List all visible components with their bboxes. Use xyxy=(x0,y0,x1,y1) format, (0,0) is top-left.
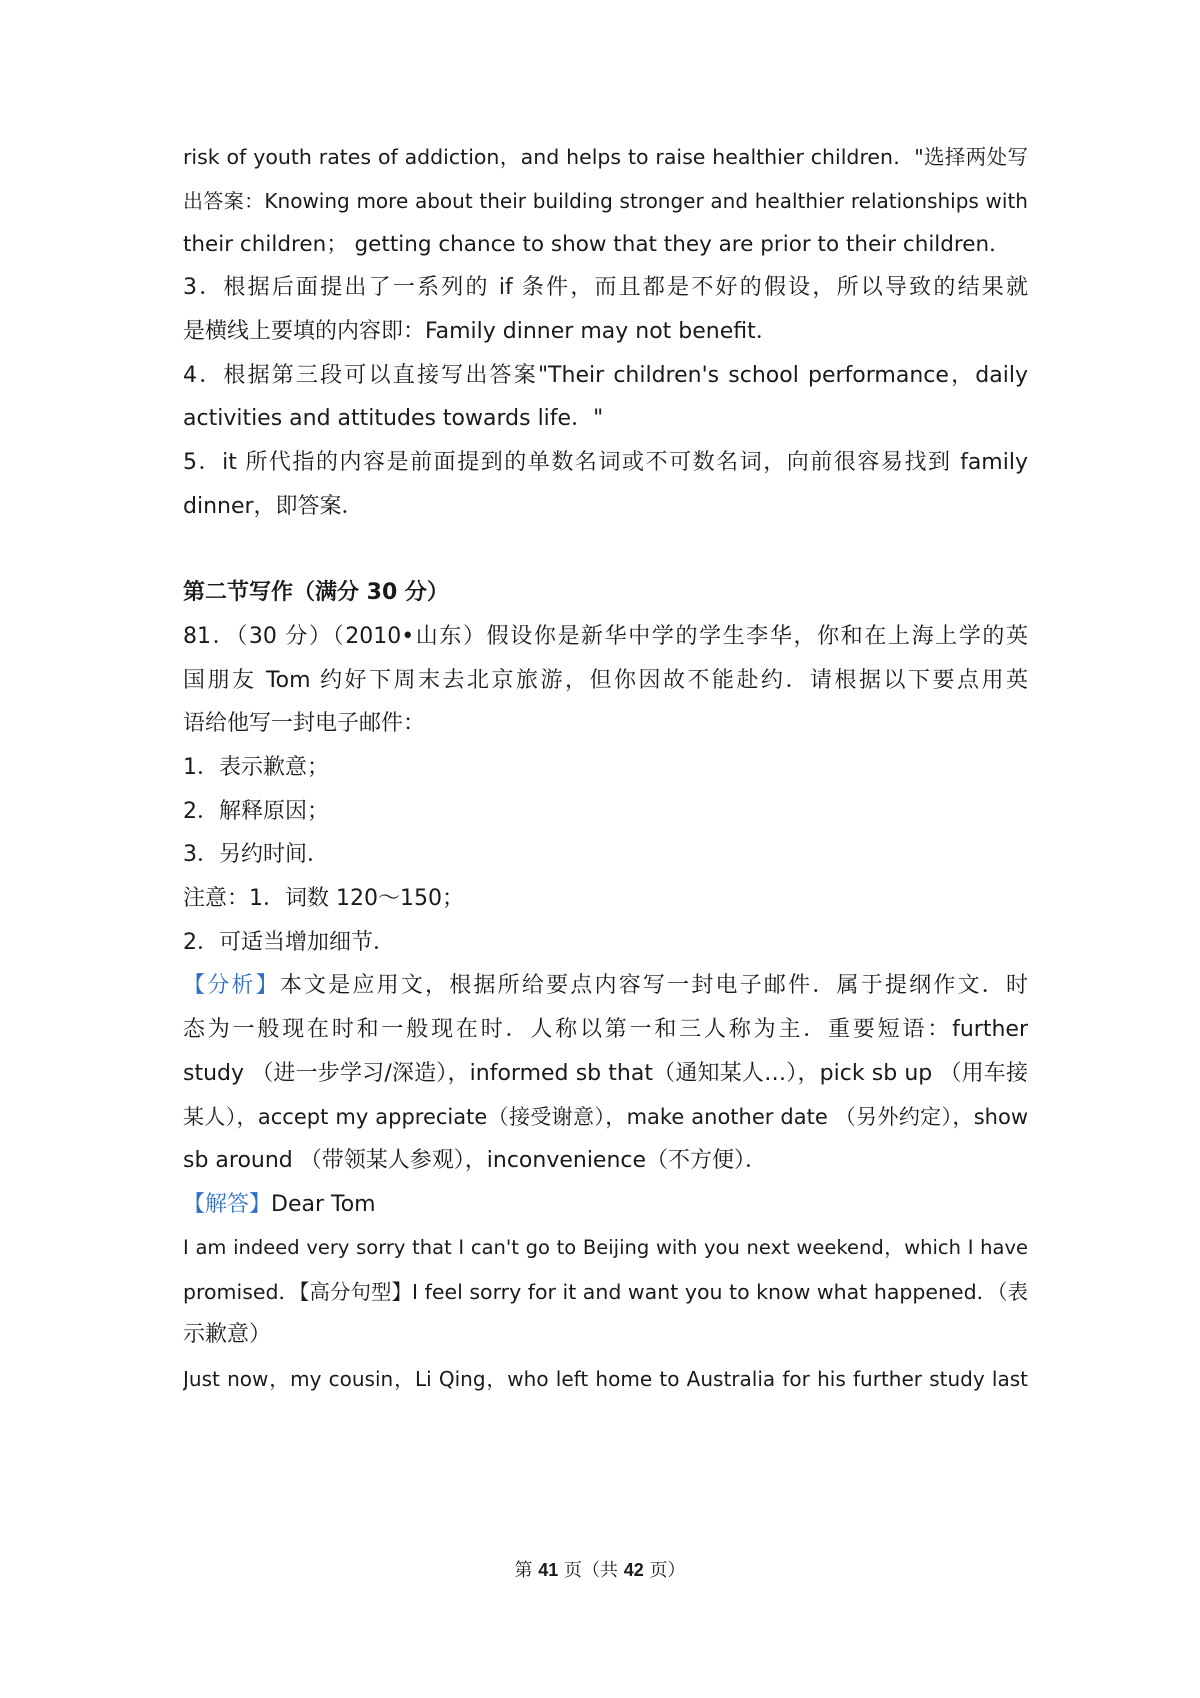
question-line: 2．解释原因； xyxy=(183,799,329,824)
answer-tag: 【解答】 xyxy=(183,1192,272,1217)
analysis-line: study （进一步学习/深造），informed sb that（通知某人…），pick sb up （用车接 xyxy=(183,1061,1028,1086)
question-line: 国朋友 Tom 约好下周末去北京旅游，但你因故不能赴约．请根据以下要点用英 xyxy=(183,668,1028,693)
question-line: 语给他写一封电子邮件： xyxy=(183,711,426,736)
question-line: 注意：1．词数 120～150； xyxy=(183,886,464,911)
answer-line: promised．【高分句型】I feel sorry for it and want you to know what happened．（表 xyxy=(183,1280,1028,1304)
footer-suffix: 页） xyxy=(643,1560,686,1581)
page-total: 42 xyxy=(623,1560,644,1580)
text-line: their children； getting chance to show that they are prior to their children． xyxy=(183,232,1011,257)
page-number: 41 xyxy=(538,1560,559,1580)
analysis-line: sb around （带领某人参观），inconvenience（不方便）． xyxy=(183,1148,768,1173)
page-footer xyxy=(0,1558,1200,1583)
footer-middle: 页（共 xyxy=(558,1560,624,1581)
text-line: 5．it 所代指的内容是前面提到的单数名词或不可数名词，向前很容易找到 family xyxy=(183,450,1028,475)
text-line: 3．根据后面提出了一系列的 if 条件，而且都是不好的假设，所以导致的结果就 xyxy=(183,275,1028,300)
answer-line: 示歉意） xyxy=(183,1322,272,1347)
text-line: 出答案：Knowing more about their building stronger and healthier relationships with xyxy=(183,189,1028,213)
question-line: 81．（30 分）（2010•山东）假设你是新华中学的学生李华，你和在上海上学的英 xyxy=(183,624,1028,649)
analysis-line xyxy=(183,971,1028,1001)
question-line: 1．表示歉意； xyxy=(183,755,329,780)
answer-line: I am indeed very sorry that I can't go to Beijing with you next weekend，which I have xyxy=(183,1236,1028,1259)
answer-line xyxy=(183,1190,1028,1220)
text-line: 是横线上要填的内容即：Family dinner may not benefit． xyxy=(183,319,778,344)
analysis-line: 某人），accept my appreciate（接受谢意），make another date （另外约定），show xyxy=(183,1105,1028,1129)
section-heading: 第二节写作（满分 30 分） xyxy=(183,580,449,605)
text-line: activities and attitudes towards life．" xyxy=(183,406,604,431)
question-line: 2．可适当增加细节． xyxy=(183,930,395,955)
question-line: 3．另约时间． xyxy=(183,842,329,867)
analysis-text: 本文是应用文，根据所给要点内容写一封电子邮件．属于提纲作文．时 xyxy=(279,973,1028,998)
answer-salutation: Dear Tom xyxy=(271,1192,376,1217)
answer-line: Just now，my cousin，Li Qing，who left home to Australia for his further study last xyxy=(183,1367,1028,1391)
analysis-tag: 【分析】 xyxy=(183,973,280,998)
text-line: 4．根据第三段可以直接写出答案"Their children's school performance，daily xyxy=(183,363,1028,388)
footer-prefix: 第 xyxy=(514,1560,539,1581)
text-line: dinner，即答案． xyxy=(183,494,364,519)
analysis-line: 态为一般现在时和一般现在时．人称以第一和三人称为主．重要短语：further xyxy=(183,1017,1028,1042)
text-line: risk of youth rates of addiction，and helps to raise healthier children．"选择两处写 xyxy=(183,145,1028,169)
